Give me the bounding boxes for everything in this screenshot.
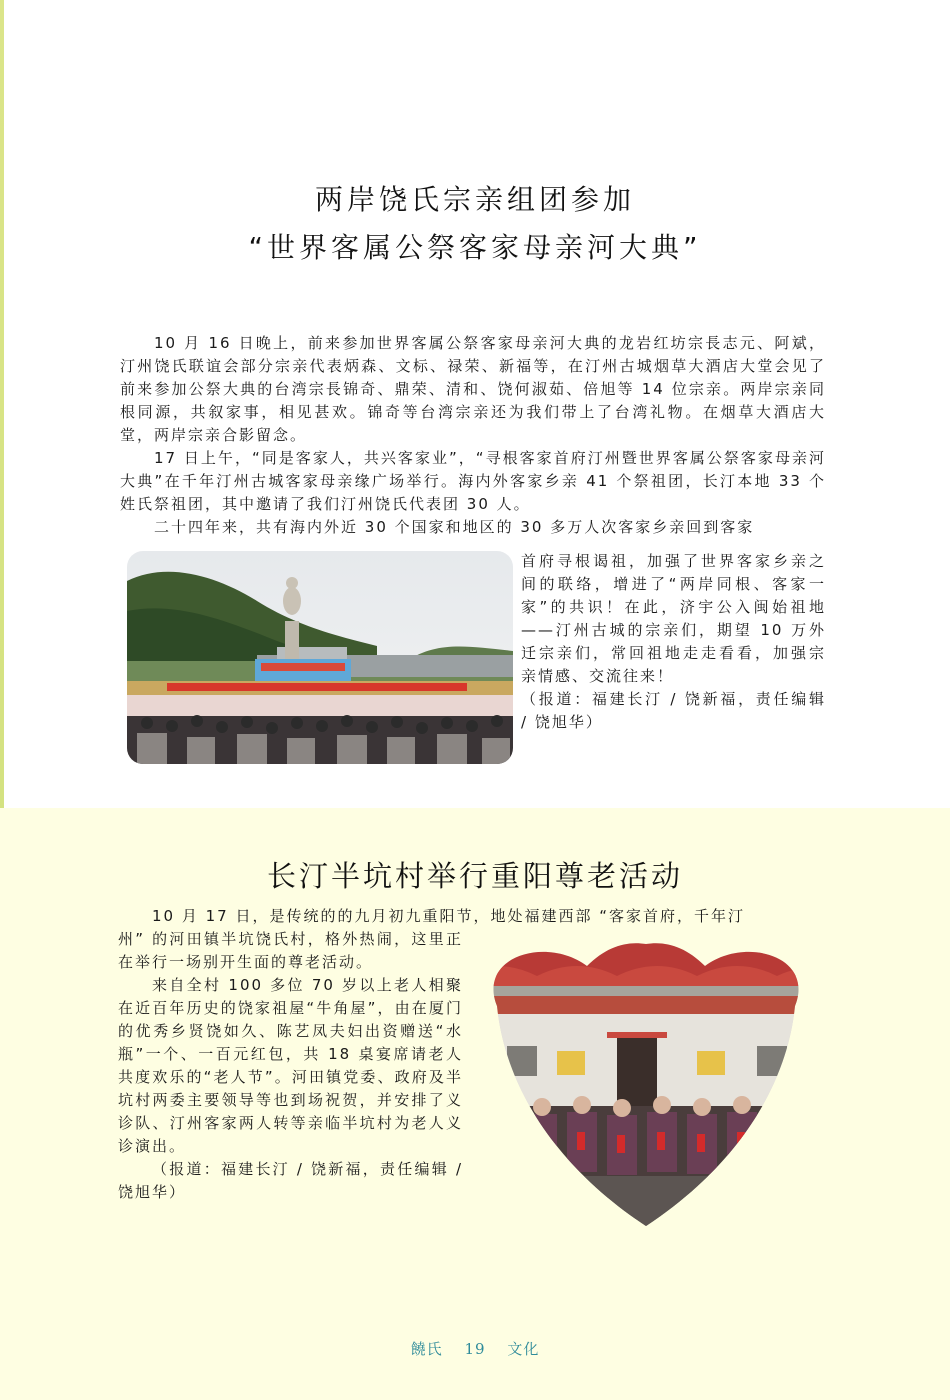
article1-para2: 17 日上午，“同是客家人，共兴客家业”，“寻根客家首府汀州暨世界客属公祭客家母亲河大典”在千年汀州古城客家母亲缘广场举行。海内外客家乡亲 41 个祭祖团，长汀本地 33 个姓氏祭祖团，其中邀请了我们汀州饶氏代表团 30 人。	[120, 449, 826, 513]
article1-title-line1: 两岸饶氏宗亲组团参加	[314, 183, 635, 216]
article2-credit: （报道：福建长汀 / 饶新福，责任编辑 / 饶旭华）	[118, 1160, 463, 1201]
article2-left-text	[118, 930, 463, 1204]
footer-magazine-name: 饒氏	[410, 1340, 443, 1358]
article2-para1-line2: 州” 的河田镇半坑饶氏村，格外热闹，这里正在举行一场别开生面的尊老活动。	[118, 930, 463, 971]
article1-side-text	[521, 550, 826, 734]
article2-para1-line1: 10 月 17 日，是传统的的九月初九重阳节，地处福建西部 “客家首府，千年汀	[152, 907, 746, 925]
article2-title: 长汀半坑村举行重阳尊老活动	[266, 859, 683, 893]
elders-heart-photo	[457, 936, 835, 1232]
article2-para2: 来自全村 100 多位 70 岁以上老人相聚在近百年历史的饶家祖屋“牛角屋”，由在厦门的优秀乡贤饶如久、陈艺凤夫妇出资赠送“水瓶”一个、一百元红包，共 18 桌宴席请老人共度欢乐的“老人节”。河田镇党委、政府及半坑村两委主要领导等也到场祝贺，并安排了义诊队、汀州客家两人转等亲临半坑村为老人义诊演出。	[118, 976, 463, 1155]
article1-title-line2: “世界客属公祭客家母亲河大典”	[248, 231, 702, 264]
article1-para3-rest: 首府寻根谒祖，加强了世界客家乡亲之间的联络，增进了“两岸同根、客家一家”的共识！在此，济宇公入闽始祖地——汀州古城的宗亲们，期望 10 万外迁宗亲们，常回祖地走走看看，加强宗亲情感、交流往来！	[521, 552, 826, 685]
article1-body	[120, 332, 826, 539]
article1-para1: 10 月 16 日晚上，前来参加世界客属公祭客家母亲河大典的龙岩红坊宗長志元、阿斌，汀州饶氏联谊会部分宗亲代表炳森、文标、禄荣、新福等，在汀州古城烟草大酒店大堂会见了前来参加公祭大典的台湾宗長锦奇、鼎荣、清和、饶何淑茹、倍旭等 14 位宗亲。两岸宗亲同根同源，共叙家事，相见甚欢。锦奇等台湾宗亲还为我们带上了台湾礼物。在烟草大酒店大堂，两岸宗亲合影留念。	[120, 334, 826, 444]
footer-section-name: 文化	[507, 1340, 540, 1358]
page-number: 19	[464, 1340, 486, 1358]
ceremony-photo	[127, 551, 513, 764]
page-footer	[0, 1338, 950, 1359]
article1-credit: （报道：福建长汀 / 饶新福，责任编辑 / 饶旭华）	[521, 690, 826, 731]
article1-para3-start: 二十四年来，共有海内外近 30 个国家和地区的 30 多万人次客家乡亲回到客家	[154, 518, 755, 536]
article2-para1-top	[118, 905, 830, 928]
